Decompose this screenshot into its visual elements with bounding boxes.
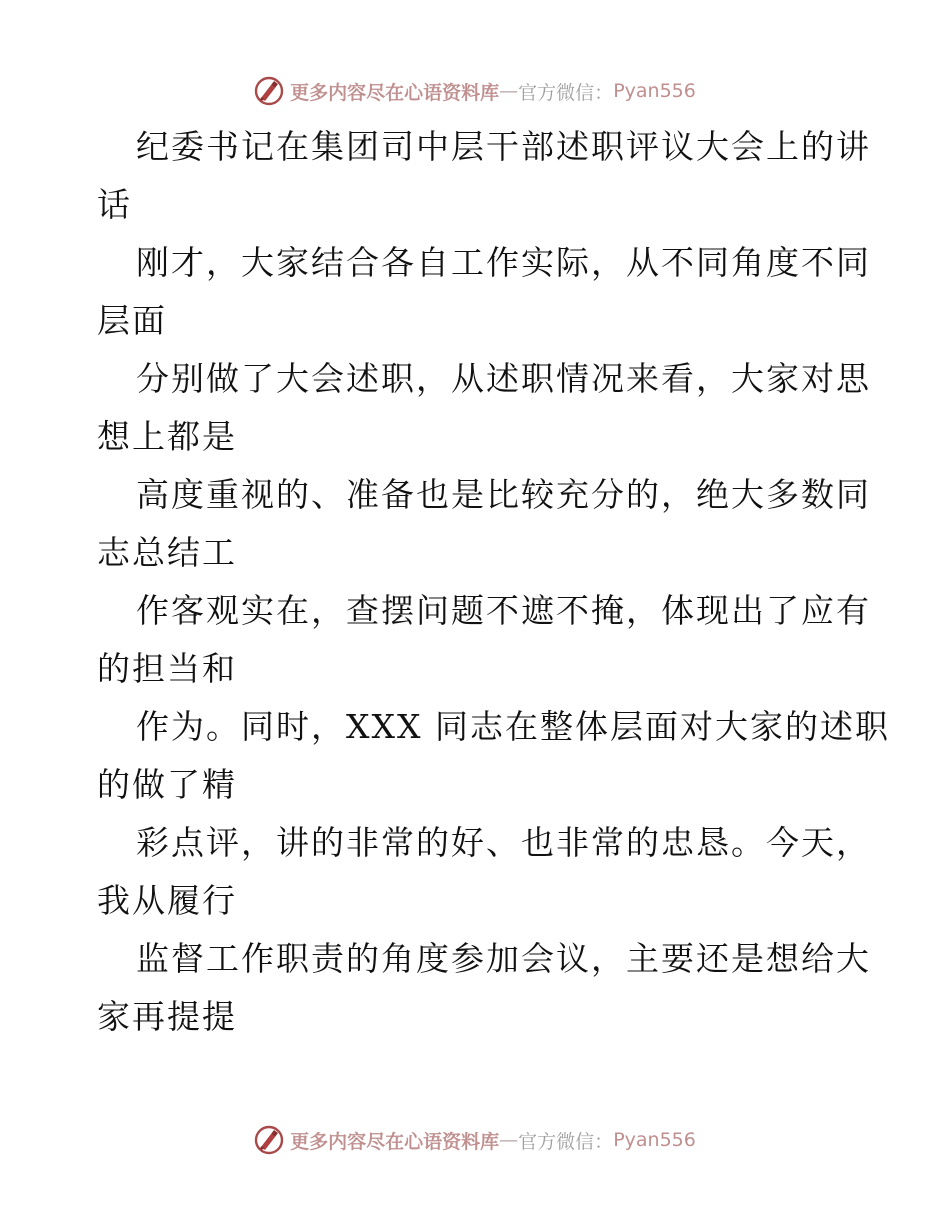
paragraph [97,930,871,1046]
footer-watermark [0,1120,950,1160]
paragraph [97,350,871,466]
pen-logo-icon [254,76,284,106]
paragraph [97,234,871,350]
text-line: 刚才，大家结合各自工作实际，从不同角度不同 [136,243,871,282]
paragraph [97,698,890,814]
paragraph [97,814,871,930]
watermark-separator: — [499,1129,519,1151]
paragraph [97,466,871,582]
watermark-wechat-id: Pyan556 [613,1129,696,1151]
text-line: 层面 [97,301,167,340]
text-line: 分别做了大会述职，从述职情况来看，大家对思 [136,359,871,398]
header-watermark [0,71,950,111]
text-line: 监督工作职责的角度参加会议，主要还是想给大 [136,939,871,978]
watermark-wechat-id: Pyan556 [613,80,696,102]
paragraph [97,582,871,698]
document-body [97,118,890,1046]
text-line: 作为。同时，XXX 同志在整体层面对大家的述职 [136,707,890,746]
pen-logo-icon [254,1125,284,1155]
text-line: 想上都是 [97,417,237,456]
text-line: 的做了精 [97,765,237,804]
text-line: 家再提提 [97,997,237,1036]
text-line: 我从履行 [97,881,237,920]
watermark-wechat-label: 官方微信： [518,81,614,104]
text-line: 志总结工 [97,533,237,572]
watermark-separator: — [499,80,519,102]
text-line: 话 [97,185,132,224]
watermark-brand-text: 更多内容尽在心语资料库 [290,1130,500,1153]
watermark-wechat-label: 官方微信： [518,1130,614,1153]
text-line: 高度重视的、准备也是比较充分的，绝大多数同 [136,475,871,514]
text-line: 彩点评，讲的非常的好、也非常的忠恳。今天， [136,823,871,862]
text-line: 的担当和 [97,649,237,688]
text-line: 纪委书记在集团司中层干部述职评议大会上的讲 [136,127,871,166]
text-line: 作客观实在，查摆问题不遮不掩，体现出了应有 [136,591,871,630]
watermark-brand-text: 更多内容尽在心语资料库 [290,81,500,104]
paragraph-title [97,118,871,234]
